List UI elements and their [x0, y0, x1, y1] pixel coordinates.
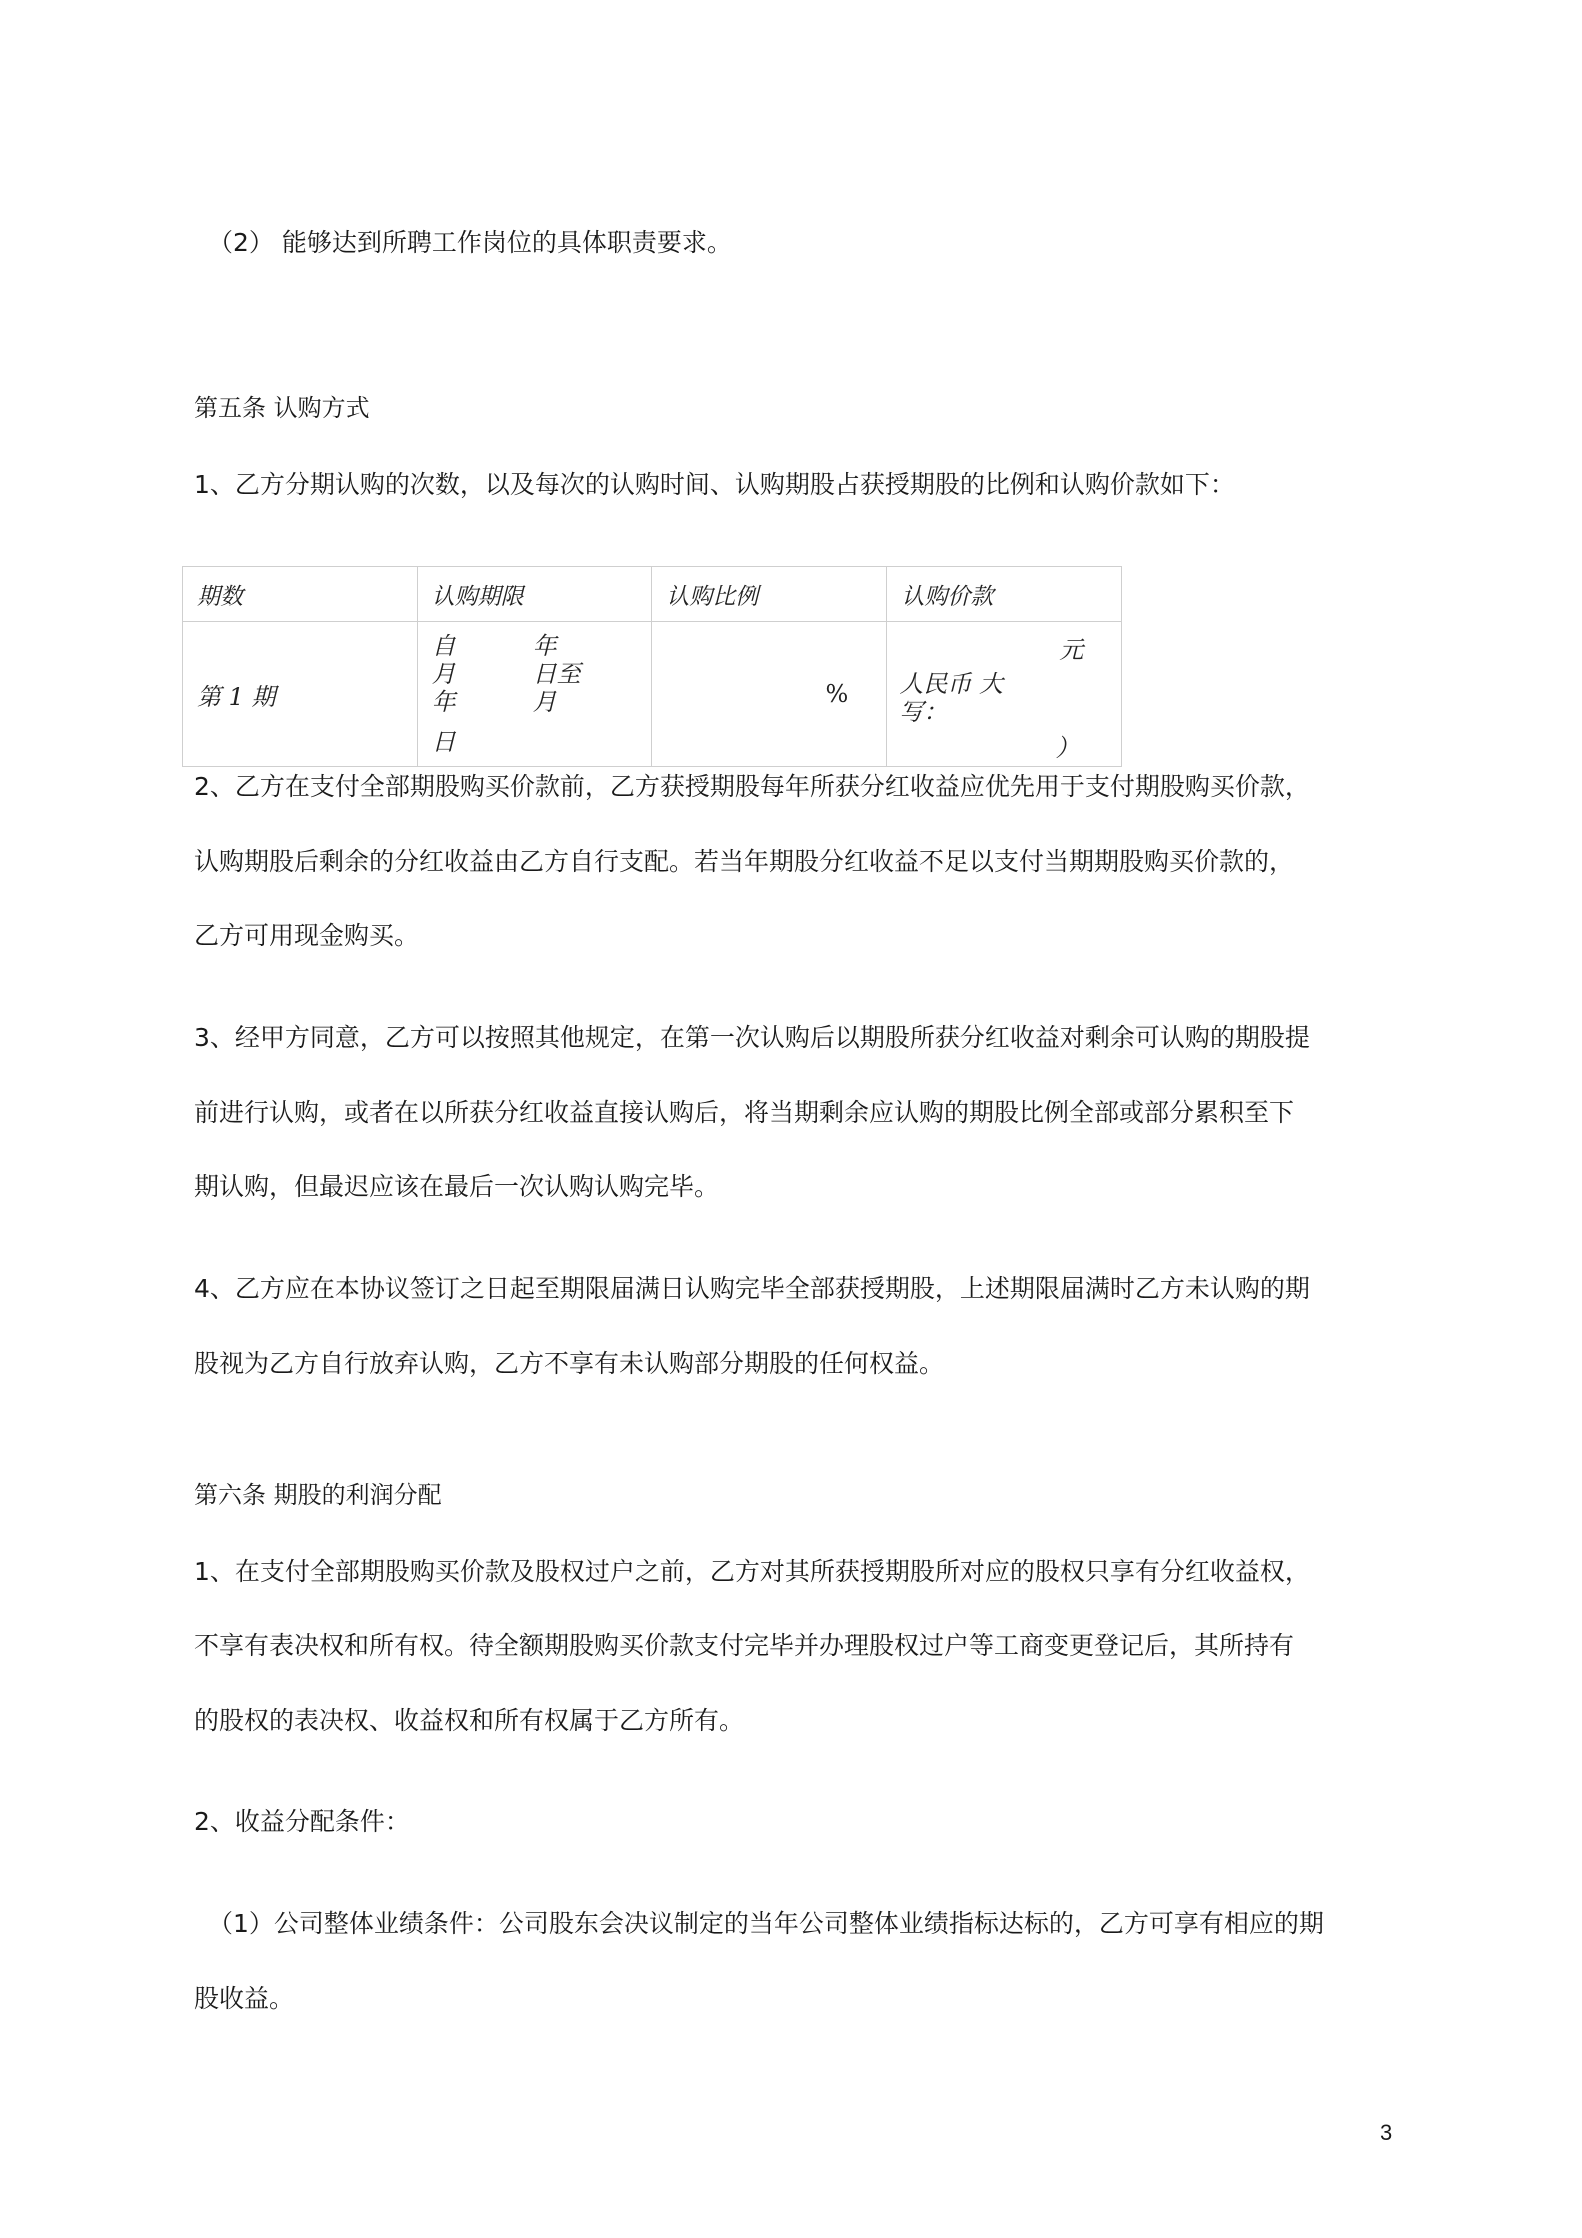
header-ratio: 认购比例 — [652, 567, 887, 622]
subscription-table — [182, 566, 1122, 767]
article-5-paragraph-2-line-2: 认购期股后剩余的分红收益由乙方自行支配。若当年期股分红收益不足以支付当期期股购买价款的， — [194, 847, 1295, 876]
term-year-1: 年 — [532, 632, 557, 660]
article-5-paragraph-3-line-3: 期认购，但最迟应该在最后一次认购认购完毕。 — [194, 1172, 720, 1201]
article-6-paragraph-1-line-1: 1、在支付全部期股购买价款及股权过户之前，乙方对其所获授期股所对应的股权只享有分红收益权， — [194, 1557, 1310, 1586]
article-5-paragraph-3-line-1: 3、经甲方同意，乙方可以按照其他规定，在第一次认购后以期股所获分红收益对剩余可认购的期股提 — [194, 1023, 1310, 1052]
article-5-paragraph-2-line-1: 2、乙方在支付全部期股购买价款前，乙方获授期股每年所获分红收益应优先用于支付期股购买价款， — [194, 772, 1310, 801]
cell-period: 第 1 期 — [183, 622, 418, 767]
article-6-paragraph-2: 2、收益分配条件： — [194, 1807, 410, 1836]
article-6-paragraph-3-line-2: 股收益。 — [194, 1984, 295, 2013]
header-term: 认购期限 — [417, 567, 652, 622]
article-5-paragraph-4-line-2: 股视为乙方自行放弃认购，乙方不享有未认购部分期股的任何权益。 — [194, 1349, 945, 1378]
term-month-2: 月 — [532, 688, 557, 716]
table-header-row — [183, 567, 1122, 622]
price-yuan: 元 — [1059, 636, 1084, 664]
term-from: 自 — [431, 632, 456, 660]
cell-ratio: % — [652, 622, 887, 767]
cell-price — [887, 622, 1122, 767]
cell-term — [417, 622, 652, 767]
table-row — [183, 622, 1122, 767]
article-6-paragraph-1-line-2: 不享有表决权和所有权。待全额期股购买价款支付完毕并办理股权过户等工商变更登记后，其所持有 — [194, 1631, 1295, 1660]
item-2-2: （2） 能够达到所聘工作岗位的具体职责要求。 — [208, 228, 732, 257]
article-6-paragraph-3-line-1: （1）公司整体业绩条件：公司股东会决议制定的当年公司整体业绩指标达标的，乙方可享有相应的期 — [208, 1909, 1324, 1938]
article-5-paragraph-1: 1、乙方分期认购的次数，以及每次的认购时间、认购期股占获授期股的比例和认购价款如下： — [194, 470, 1235, 499]
term-month-1: 月 — [431, 660, 456, 688]
header-period: 期数 — [183, 567, 418, 622]
term-year-2: 年 — [431, 688, 456, 716]
article-5-paragraph-2-line-3: 乙方可用现金购买。 — [194, 921, 420, 950]
header-price: 认购价款 — [887, 567, 1122, 622]
term-day-2: 日 — [431, 728, 456, 756]
article-5-heading: 第五条 认购方式 — [194, 394, 370, 422]
price-rmb-uppercase: 人民币 大 — [899, 670, 1003, 698]
article-6-heading: 第六条 期股的利润分配 — [194, 1481, 442, 1509]
article-5-paragraph-4-line-1: 4、乙方应在本协议签订之日起至期限届满日认购完毕全部获授期股，上述期限届满时乙方未认购的期 — [194, 1274, 1310, 1303]
price-close-paren: ） — [1055, 734, 1080, 762]
term-day-to: 日至 — [532, 660, 581, 688]
page-number: 3 — [1380, 2120, 1393, 2145]
price-written: 写： — [899, 698, 948, 726]
article-6-paragraph-1-line-3: 的股权的表决权、收益权和所有权属于乙方所有。 — [194, 1706, 745, 1735]
article-5-paragraph-3-line-2: 前进行认购，或者在以所获分红收益直接认购后，将当期剩余应认购的期股比例全部或部分累积至下 — [194, 1098, 1295, 1127]
